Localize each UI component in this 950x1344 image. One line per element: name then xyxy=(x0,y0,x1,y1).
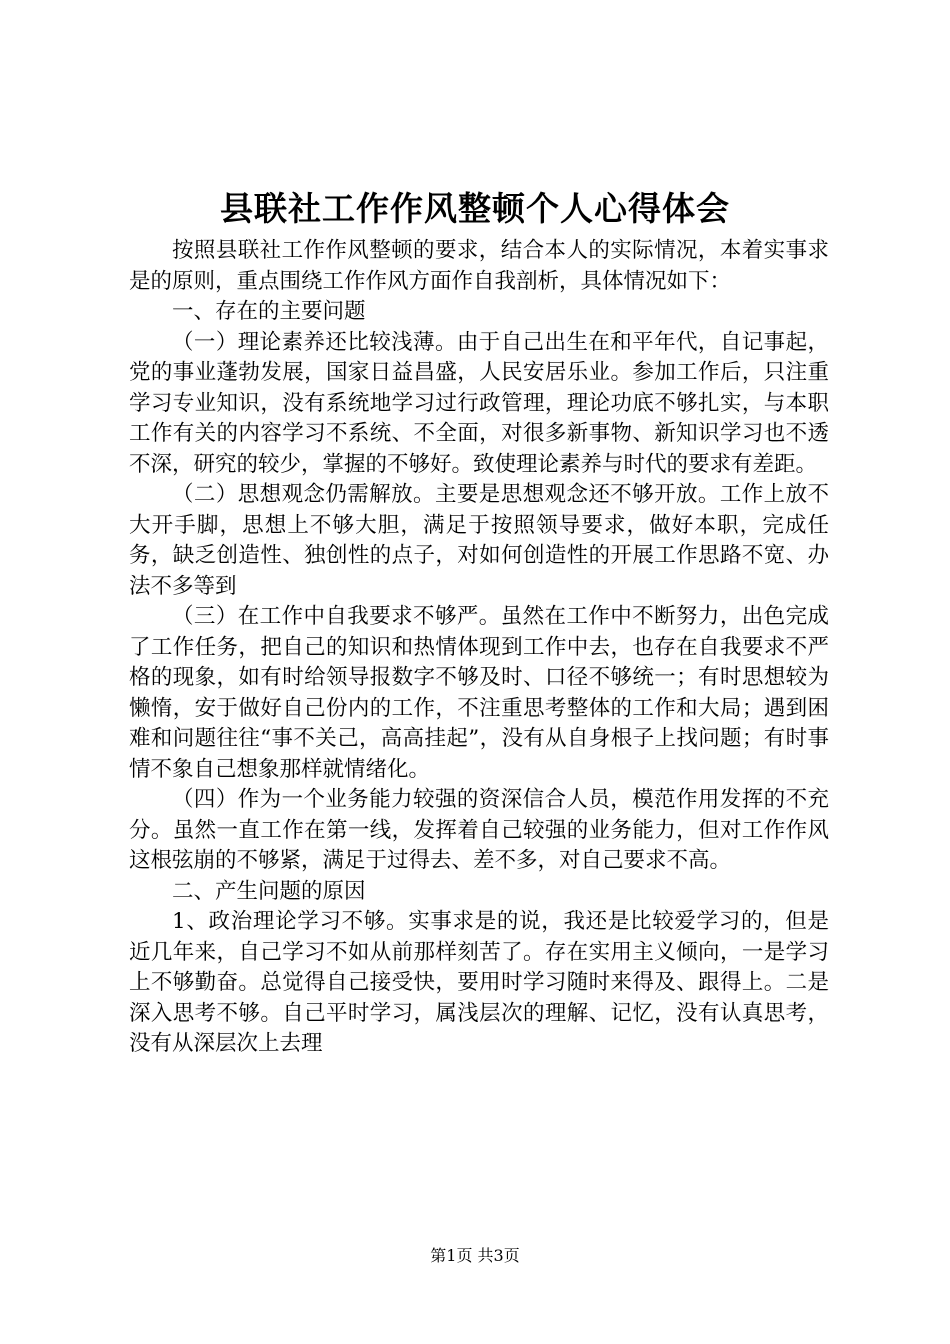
paragraph: 按照县联社工作作风整顿的要求，结合本人的实际情况，本着实事求是的原则，重点围绕工作作风方面作自我剖析，具体情况如下： xyxy=(129,238,829,294)
paragraph: （二）思想观念仍需解放。主要是思想观念还不够开放。工作上放不大开手脚，思想上不够大胆，满足于按照领导要求，做好本职，完成任务，缺乏创造性、独创性的点子，对如何创造性的开展工作思路不宽、办法不多等到 xyxy=(129,482,829,599)
document-body xyxy=(129,236,829,1060)
paragraph: 1、政治理论学习不够。实事求是的说，我还是比较爱学习的，但是近几年来，自己学习不如从前那样刻苦了。存在实用主义倾向，一是学习上不够勤奋。总觉得自己接受快，要用时学习随时来得及、跟得上。二是深入思考不够。自己平时学习，属浅层次的理解、记忆，没有认真思考，没有从深层次上去理 xyxy=(129,909,829,1056)
paragraph: （一）理论素养还比较浅薄。由于自己出生在和平年代，自记事起，党的事业蓬勃发展，国家日益昌盛，人民安居乐业。参加工作后，只注重学习专业知识，没有系统地学习过行政管理，理论功底不够扎实，与本职工作有关的内容学习不系统、不全面，对很多新事物、新知识学习也不透不深，研究的较少，掌握的不够好。致使理论素养与时代的要求有差距。 xyxy=(129,329,829,477)
paragraph: （四）作为一个业务能力较强的资深信合人员，模范作用发挥的不充分。虽然一直工作在第一线，发挥着自己较强的业务能力，但对工作作风这根弦崩的不够紧，满足于过得去、差不多，对自己要求不高。 xyxy=(129,787,829,873)
section-heading: 二、产生问题的原因 xyxy=(172,878,366,904)
paragraph: （三）在工作中自我要求不够严。虽然在工作中不断努力，出色完成了工作任务，把自己的知识和热情体现到工作中去，也存在自我要求不严格的现象，如有时给领导报数字不够及时、口径不够统一；有时思想较为懒惰，安于做好自己份内的工作，不注重思考整体的工作和大局；遇到困难和问题往往“事不关己，高高挂起”，没有从自身根子上找问题；有时事情不象自己想象那样就情绪化。 xyxy=(129,604,829,782)
section-heading: 一、存在的主要问题 xyxy=(172,299,366,324)
document-title: 县联社工作作风整顿个人心得体会 xyxy=(220,189,730,228)
page-number-footer: 第1页 共3页 xyxy=(430,1246,520,1265)
